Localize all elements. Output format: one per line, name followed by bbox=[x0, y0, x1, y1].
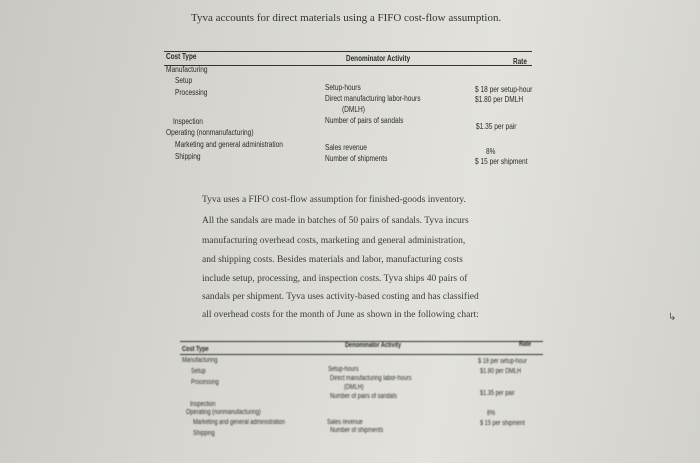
header-denominator-activity-bottom: Denominator Activity bbox=[345, 342, 402, 349]
row-inspection-rate-bottom: $1.35 per pair bbox=[480, 390, 515, 397]
row-inspection: Inspection bbox=[173, 117, 203, 126]
row-marketing-rate: 8% bbox=[486, 147, 496, 156]
row-shipping-denominator-bottom: Number of shipments bbox=[330, 427, 384, 434]
header-rate-bottom: Rate bbox=[519, 341, 532, 348]
paragraph-line-7: all overhead costs for the month of June as shown in the following chart: bbox=[202, 310, 479, 320]
row-marketing-denominator-bottom: Sales revenue bbox=[327, 419, 363, 426]
row-inspection-denominator: Number of pairs of sandals bbox=[325, 116, 404, 125]
row-processing-denominator-abbr-bottom: (DMLH) bbox=[344, 384, 364, 391]
row-setup-rate-bottom: $ 18 per setup-hour bbox=[478, 358, 527, 365]
header-rate: Rate bbox=[513, 57, 527, 66]
row-shipping-denominator: Number of shipments bbox=[325, 154, 388, 163]
row-inspection-bottom: Inspection bbox=[190, 401, 216, 408]
row-marketing-denominator: Sales revenue bbox=[325, 143, 367, 152]
row-setup-rate: $ 18 per setup-hour bbox=[475, 85, 533, 94]
row-processing: Processing bbox=[175, 88, 208, 97]
row-setup-denominator: Setup-hours bbox=[325, 83, 361, 92]
header-cost-type-bottom: Cost Type bbox=[182, 346, 209, 353]
paragraph-line-3: manufacturing overhead costs, marketing and general administration, bbox=[202, 236, 466, 246]
row-processing-rate: $1.80 per DMLH bbox=[475, 95, 524, 104]
row-processing-bottom: Processing bbox=[191, 379, 219, 386]
row-setup-bottom: Setup bbox=[191, 368, 206, 375]
row-setup-denominator-bottom: Setup-hours bbox=[328, 366, 359, 373]
row-manufacturing: Manufacturing bbox=[166, 65, 208, 74]
header-cost-type: Cost Type bbox=[166, 52, 197, 61]
paragraph-line-2: All the sandals are made in batches of 50 pairs of sandals. Tyva incurs bbox=[202, 216, 469, 226]
row-manufacturing-bottom: Manufacturing bbox=[182, 357, 218, 364]
row-inspection-rate: $1.35 per pair bbox=[476, 122, 517, 131]
row-shipping: Shipping bbox=[175, 152, 201, 161]
paragraph-line-5: include setup, processing, and inspection costs. Tyva ships 40 pairs of bbox=[202, 274, 468, 284]
row-operating-bottom: Operating (nonmanufacturing) bbox=[186, 409, 261, 416]
paragraph-line-4: and shipping costs. Besides materials and labor, manufacturing costs bbox=[202, 255, 463, 265]
cursor-icon: ↳ bbox=[668, 312, 677, 323]
row-operating: Operating (nonmanufacturing) bbox=[166, 128, 254, 137]
paragraph-line-1: Tyva uses a FIFO cost-flow assumption for finished-goods inventory. bbox=[202, 195, 466, 205]
page-title: Tyva accounts for direct materials using a FIFO cost-flow assumption. bbox=[191, 12, 502, 24]
row-marketing-rate-bottom: 8% bbox=[487, 410, 496, 417]
row-shipping-rate-bottom: $ 15 per shipment bbox=[480, 420, 525, 427]
paragraph-line-6: sandals per shipment. Tyva uses activity-based costing and has classified bbox=[202, 292, 479, 302]
row-shipping-bottom: Shipping bbox=[193, 430, 215, 437]
header-denominator-activity: Denominator Activity bbox=[346, 54, 411, 63]
row-shipping-rate: $ 15 per shipment bbox=[475, 157, 528, 166]
row-processing-denominator-bottom: Direct manufacturing labor-hours bbox=[330, 375, 412, 382]
row-marketing-bottom: Marketing and general administration bbox=[193, 419, 286, 426]
row-inspection-denominator-bottom: Number of pairs of sandals bbox=[330, 393, 397, 400]
row-processing-denominator-abbr: (DMLH) bbox=[342, 105, 365, 114]
row-processing-denominator: Direct manufacturing labor-hours bbox=[325, 94, 421, 103]
row-marketing: Marketing and general administration bbox=[175, 140, 283, 149]
row-setup: Setup bbox=[175, 76, 193, 85]
row-processing-rate-bottom: $1.80 per DMLH bbox=[480, 368, 522, 375]
